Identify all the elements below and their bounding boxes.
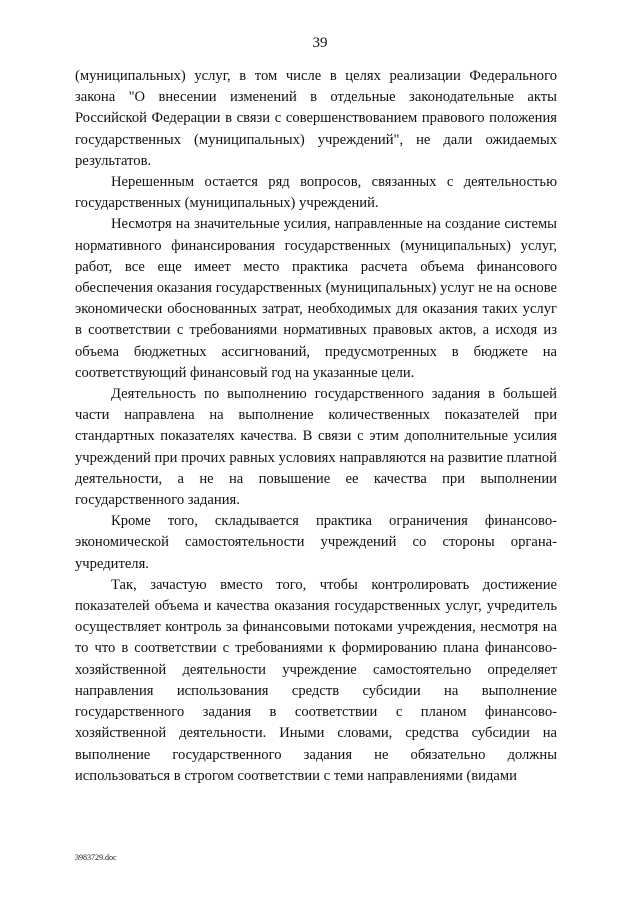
paragraph-6: Так, зачастую вместо того, чтобы контролировать достижение показателей объема и качества оказания государственных услуг, учредитель осуществляет контроль за финансовыми потоками учреждения, несмотря на то что в соответствии с требованиями к формированию плана финансово-хозяйственной деятельности учреждение самостоятельно определяет направления использования средств субсидии на выполнение государственного задания в соответствии с планом финансово-хозяйственной деятельности. Иными словами, средства субсидии на выполнение государственного задания не обязательно должны использоваться в строгом соответствии с теми направлениями (видами bbox=[75, 576, 557, 784]
paragraph-2: Нерешенным остается ряд вопросов, связанных с деятельностью государственных (муниципальных) учреждений. bbox=[75, 174, 557, 212]
paragraph-1: (муниципальных) услуг, в том числе в целях реализации Федерального закона "О внесении изменений в отдельные законодательные акты Российской Федерации в связи с совершенствованием правового положения государственных (муниципальных) учреждений", не дали ожидаемых результатов. bbox=[75, 68, 557, 169]
paragraph-4: Деятельность по выполнению государственного задания в большей части направлена на выполнение количественных показателей при стандартных показателях качества. В связи с этим дополнительные усилия учреждений при прочих равных условиях направляются на развитие платной деятельности, а не на повышение ее качества при выполнении государственного задания. bbox=[75, 386, 557, 509]
file-name-footer: 3983729.doc bbox=[75, 853, 117, 862]
page-number: 39 bbox=[312, 35, 328, 51]
body-text bbox=[75, 66, 557, 787]
paragraph-5: Кроме того, складывается практика ограничения финансово-экономической самостоятельности учреждений со стороны органа-учредителя. bbox=[75, 513, 557, 572]
paragraph-3: Несмотря на значительные усилия, направленные на создание системы нормативного финансирования государственных (муниципальных) услуг, работ, все еще имеет место практика расчета объема финансового обеспечения оказания государственных (муниципальных) услуг не на основе экономически обоснованных затрат, необходимых для оказания таких услуг в соответствии с требованиями нормативных правовых актов, а исходя из объема бюджетных ассигнований, предусмотренных в бюджете на соответствующий финансовый год на указанные цели. bbox=[75, 216, 557, 381]
